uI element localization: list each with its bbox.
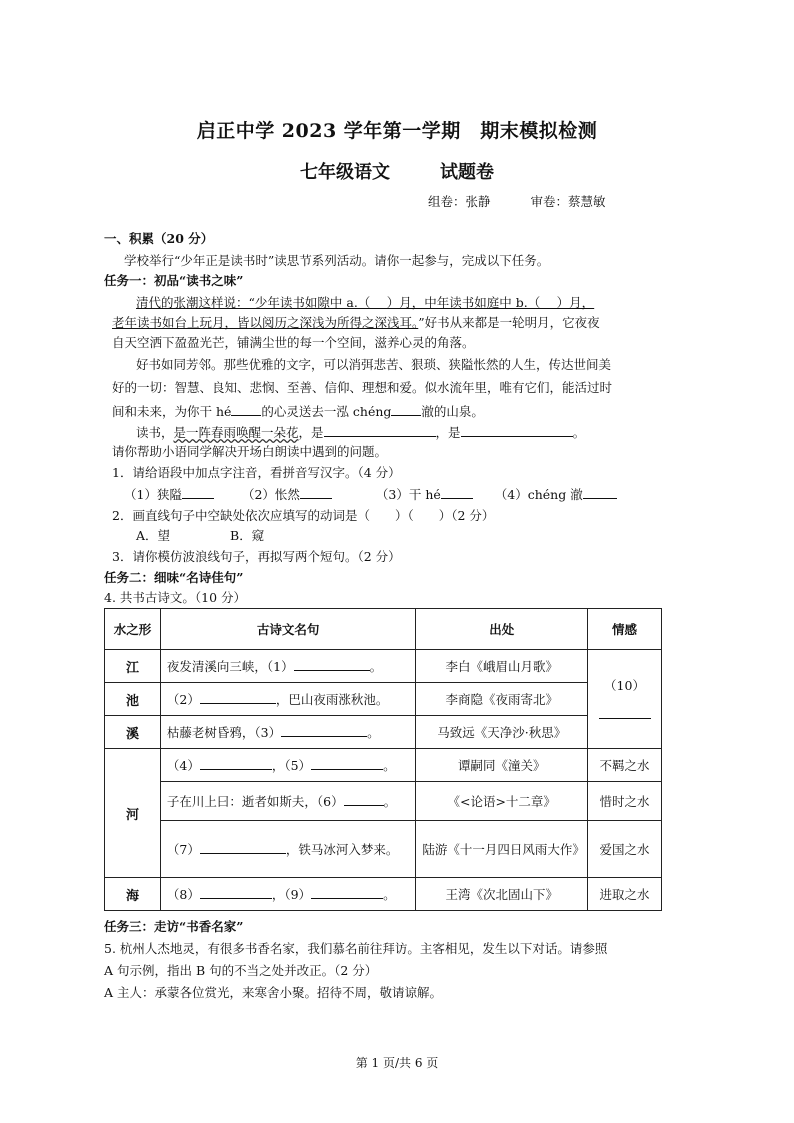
table-row: [105, 683, 662, 716]
poem-source: 谭嗣同《潼关》: [416, 749, 588, 782]
poem-line: 夜发清溪向三峡，（1） 。: [160, 650, 416, 683]
poem-source: 李商隐《夜雨寄北》: [416, 683, 588, 716]
question-5-line1: 5. 杭州人杰地灵，有很多书香名家，我们慕名前往拜访。主客相见，发生以下对话。请参照: [104, 941, 608, 956]
table-row: [105, 650, 662, 683]
poem-line: （8） ，（9） 。: [160, 878, 416, 911]
compiler: 组卷：张静: [428, 194, 491, 209]
poem-feeling: 爱国之水: [588, 821, 662, 878]
option-b[interactable]: B．窥: [230, 528, 265, 543]
paragraph2-line3: 间和未来，为你干 hé 的心灵送去一泓 chéng 澈的山泉。: [112, 404, 484, 419]
poem-feeling: 不羁之水: [588, 749, 662, 782]
paragraph2-line2: 好的一切：智慧、良知、悲悯、至善、信仰、理想和爱。似水流年里，唯有它们，能活过时: [112, 380, 613, 395]
question-2: 2．画直线句子中空缺处依次应填写的动词是（ ）（ ）（2 分）: [112, 508, 495, 523]
poem-blank[interactable]: [294, 658, 370, 671]
poem-blank[interactable]: [281, 724, 367, 737]
water-form: 池: [105, 683, 161, 716]
poem-source: 陆游《十一月四日风雨大作》: [416, 821, 588, 878]
poem-line: 子在川上曰：逝者如斯夫，（6） 。: [160, 782, 416, 821]
task1-title: 任务一：初品“读书之味”: [104, 273, 244, 288]
table-row: [105, 749, 662, 782]
paragraph1-line1: 清代的张潮这样说：“少年读书如隙中 a.（ ）月，中年读书如庭中 b.（ ）月，: [136, 295, 595, 310]
question-5-line2: A 句示例，指出 B 句的不当之处并改正。（2 分）: [104, 963, 378, 978]
table-header: 水之形: [105, 609, 161, 650]
question-1: 1．请给语段中加点字注音，看拼音写汉字。（4 分）: [112, 465, 401, 480]
blank-imitate-1[interactable]: [324, 424, 436, 437]
table-header: 古诗文名句: [160, 609, 416, 650]
paragraph3: 读书，是一阵春雨唤醒一朵花，是 ，是 。: [136, 425, 586, 440]
table-header-row: [105, 609, 662, 650]
table-row: [105, 878, 662, 911]
option-a[interactable]: A．望: [136, 528, 171, 543]
page-number: 第 1 页/共 6 页: [355, 1056, 439, 1070]
poem-blank[interactable]: [200, 886, 272, 899]
poem-blank[interactable]: [311, 757, 383, 770]
poem-blank[interactable]: [200, 691, 276, 704]
poem-blank[interactable]: [200, 841, 286, 854]
poem-blank[interactable]: [200, 757, 272, 770]
task2-title: 任务二：细味“名诗佳句”: [104, 570, 244, 585]
answer-blank-3[interactable]: [441, 486, 473, 499]
poem-table: [104, 608, 662, 911]
blank-he[interactable]: [231, 403, 261, 416]
poem-blank[interactable]: [344, 793, 384, 806]
help-prompt: 请你帮助小语同学解决开场白朗读中遇到的问题。: [112, 444, 388, 459]
table-row: [105, 782, 662, 821]
poem-line: （2） ，巴山夜雨涨秋池。: [160, 683, 416, 716]
poem-source: 王湾《次北固山下》: [416, 878, 588, 911]
poem-line: （4） ，（5） 。: [160, 749, 416, 782]
blank-cheng[interactable]: [391, 403, 421, 416]
wavy-sentence: 是一阵春雨唤醒一朵花: [173, 425, 299, 440]
dialogue-a: A 主人：承蒙各位赏光，来寒舍小聚。招待不周，敬请谅解。: [104, 985, 443, 1000]
question-1-items: （1）狭隘 （2）怅然 （3）干 hé （4）chéng 澈: [124, 486, 617, 503]
exam-subtitle: [0, 158, 794, 184]
question-3: 3．请你模仿波浪线句子，再拟写两个短句。（2 分）: [112, 549, 401, 564]
subject-label: 七年级语文: [300, 162, 390, 183]
poem-line: （7） ，铁马冰河入梦来。: [160, 821, 416, 878]
feeling-blank[interactable]: [599, 706, 651, 719]
question-2-options: [136, 528, 264, 544]
task3-title: 任务三：走访“书香名家”: [104, 919, 244, 934]
poem-feeling: 惜时之水: [588, 782, 662, 821]
intro-text: 学校举行“少年正是读书时”读思节系列活动。请你一起参与，完成以下任务。: [124, 253, 550, 268]
paper-label: 试题卷: [440, 162, 494, 183]
answer-blank-1[interactable]: [182, 486, 214, 499]
question-4: 4. 共书古诗文。（10 分）: [104, 590, 247, 605]
answer-blank-2[interactable]: [300, 486, 332, 499]
paragraph2-line1: 好书如同芳邻。那些优雅的文字，可以消弭悲苦、狠琐、狭隘怅然的人生，传达世间美: [136, 357, 612, 372]
credits: [428, 192, 646, 210]
poem-blank[interactable]: [311, 886, 383, 899]
section-heading: 一、积累（20 分）: [104, 231, 214, 246]
water-form: 江: [105, 650, 161, 683]
table-row: [105, 821, 662, 878]
water-form: 河: [105, 749, 161, 878]
poem-source: 马致远《天净沙·秋思》: [416, 716, 588, 749]
underlined-sentence: 老年读书如台上玩月，皆以阅历之深浅为所得之深浅耳。: [112, 315, 419, 330]
exam-title: 启正中学 2023 学年第一学期 期末模拟检测: [196, 120, 598, 142]
table-header: 情感: [588, 609, 662, 650]
poem-feeling: 进取之水: [588, 878, 662, 911]
table-row: [105, 716, 662, 749]
answer-blank-4[interactable]: [583, 486, 617, 499]
reviewer: 审卷：蔡慧敏: [530, 194, 606, 209]
poem-source: 《<论语>十二章》: [416, 782, 588, 821]
poem-source: 李白《峨眉山月歌》: [416, 650, 588, 683]
paragraph1-line2: 老年读书如台上玩月，皆以阅历之深浅为所得之深浅耳。”好书从来都是一轮明月，它夜夜: [112, 315, 600, 330]
water-form: 溪: [105, 716, 161, 749]
feeling-cell-merged: （10）: [588, 650, 662, 749]
blank-imitate-2[interactable]: [461, 424, 573, 437]
water-form: 海: [105, 878, 161, 911]
table-header: 出处: [416, 609, 588, 650]
paragraph1-line3: 自天空洒下盈盈光芒，铺满尘世的每一个空间，滋养心灵的角落。: [112, 335, 475, 350]
poem-line: 枯藤老树昏鸦，（3） 。: [160, 716, 416, 749]
